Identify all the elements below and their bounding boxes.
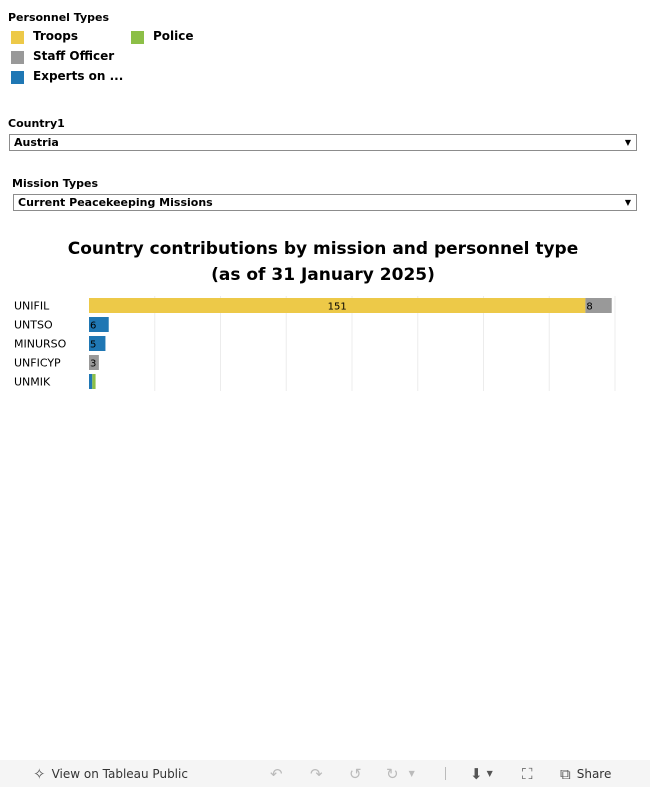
legend-label: Staff Officer — [33, 49, 115, 63]
category-label: UNFICYP — [14, 356, 61, 370]
download-icon: ⬇ — [470, 764, 483, 783]
redo-icon: ↷ — [310, 764, 323, 783]
category-label: UNIFIL — [14, 299, 50, 313]
dropdown-arrow-icon: ▼ — [624, 198, 631, 207]
legend-item-police[interactable] — [131, 28, 194, 44]
legend-item-experts[interactable] — [11, 68, 123, 84]
tableau-logo-icon: ✧ — [33, 764, 46, 783]
toolbar-divider — [445, 767, 446, 780]
data-label: 8 — [586, 301, 593, 313]
legend-title: Personnel Types — [8, 11, 110, 24]
mission-dropdown-value: Current Peacekeeping Missions — [18, 196, 213, 209]
share-button[interactable] — [560, 760, 611, 787]
data-label: 3 — [90, 358, 97, 370]
share-icon: ⧉ — [560, 764, 571, 783]
chart-title-line2: (as of 31 January 2025) — [211, 265, 435, 285]
toolbar — [0, 760, 650, 787]
chevron-down-icon: ▼ — [486, 769, 493, 778]
legend-swatch — [131, 31, 144, 44]
fullscreen-icon: ⛶ — [522, 764, 533, 783]
revert-button[interactable] — [349, 760, 362, 787]
category-label: UNMIK — [14, 375, 51, 389]
revert-icon: ↺ — [349, 764, 362, 783]
data-label: 6 — [90, 320, 97, 332]
chevron-down-icon: ▼ — [408, 769, 415, 778]
data-label: 151 — [327, 301, 347, 313]
view-label: View on Tableau Public — [51, 766, 188, 781]
legend-swatch — [11, 71, 24, 84]
download-button[interactable] — [470, 760, 493, 787]
legend-label: Troops — [33, 29, 79, 43]
chart-title-line1: Country contributions by mission and personnel type — [67, 239, 579, 259]
share-label: Share — [576, 766, 612, 781]
legend-label: Police — [153, 29, 194, 43]
fullscreen-button[interactable] — [522, 760, 533, 787]
legend-swatch — [11, 51, 24, 64]
dropdown-arrow-icon: ▼ — [624, 138, 631, 147]
legend-item-troops[interactable] — [11, 28, 78, 44]
legend-item-staff-officer[interactable] — [11, 48, 114, 64]
category-label: UNTSO — [14, 318, 53, 332]
country-dropdown-value: Austria — [14, 136, 59, 149]
mission-dropdown[interactable] — [13, 194, 637, 211]
bar-segment[interactable] — [89, 374, 92, 389]
data-label: 5 — [90, 339, 97, 351]
bar-segment[interactable] — [92, 374, 95, 389]
legend-swatch — [11, 31, 24, 44]
country-dropdown[interactable] — [9, 134, 637, 151]
country-filter-label: Country1 — [8, 117, 65, 130]
chart-title — [0, 236, 646, 288]
undo-button[interactable] — [270, 760, 283, 787]
undo-icon: ↶ — [270, 764, 283, 783]
bar-chart — [0, 292, 650, 392]
refresh-button[interactable] — [386, 760, 415, 787]
redo-button[interactable] — [310, 760, 323, 787]
mission-filter-label: Mission Types — [12, 177, 99, 190]
view-on-tableau-button[interactable] — [33, 760, 188, 787]
refresh-icon: ↻ — [386, 764, 399, 783]
legend-label: Experts on ... — [33, 69, 124, 83]
category-label: MINURSO — [14, 337, 67, 351]
